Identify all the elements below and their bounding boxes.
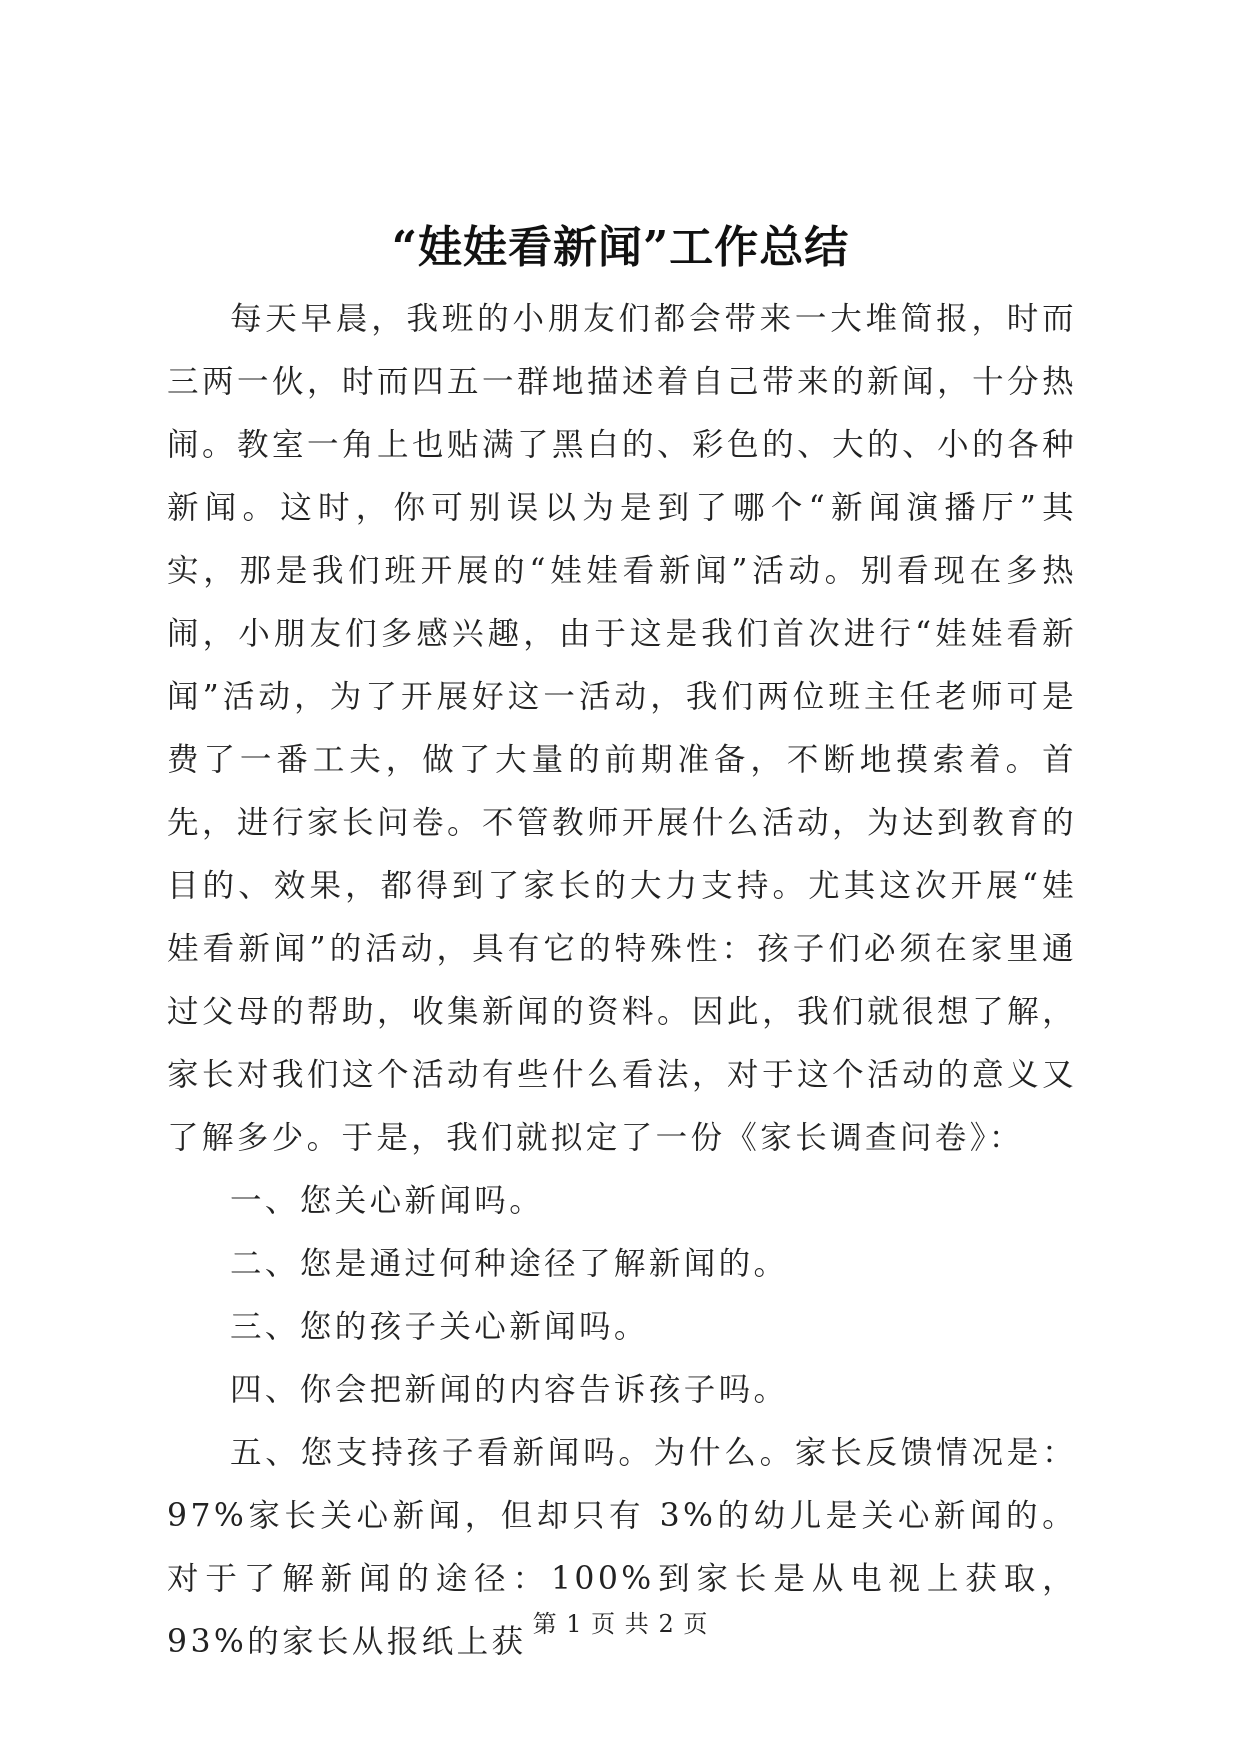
page-number-footer: 第 1 页 共 2 页 [532, 1610, 709, 1638]
intro-paragraph: 每天早晨，我班的小朋友们都会带来一大堆简报，时而三两一伙，时而四五一群地描述着自己带来的新闻，十分热闹。教室一角上也贴满了黑白的、彩色的、大的、小的各种新闻。这时，你可别误以为是到了哪个“新闻演播厅”其实，那是我们班开展的“娃娃看新闻”活动。别看现在多热闹，小朋友们多感兴趣，由于这是我们首次进行“娃娃看新闻”活动，为了开展好这一活动，我们两位班主任老师可是费了一番工夫，做了大量的前期准备，不断地摸索着。首先，进行家长问卷。不管教师开展什么活动，为达到教育的目的、效果，都得到了家长的大力支持。尤其这次开展“娃娃看新闻”的活动，具有它的特殊性：孩子们必须在家里通过父母的帮助，收集新闻的资料。因此，我们就很想了解，家长对我们这个活动有些什么看法，对于这个活动的意义又了解多少。于是，我们就拟定了一份《家长调查问卷》： [167, 301, 1077, 1156]
question-item-2: 二、您是通过何种途径了解新闻的。 [230, 1246, 789, 1282]
document-body [167, 288, 1077, 1674]
question-item-3: 三、您的孩子关心新闻吗。 [230, 1309, 649, 1345]
feedback-paragraph: 五、您支持孩子看新闻吗。为什么。家长反馈情况是：97%家长关心新闻，但却只有 3%的幼儿是关心新闻的。对于了解新闻的途径：100%到家长是从电视上获取，93%的家长从报纸上获 [167, 1435, 1077, 1660]
question-item-1: 一、您关心新闻吗。 [230, 1183, 545, 1219]
question-item-4: 四、你会把新闻的内容告诉孩子吗。 [230, 1372, 789, 1408]
document-title: “娃娃看新闻”工作总结 [391, 222, 850, 273]
